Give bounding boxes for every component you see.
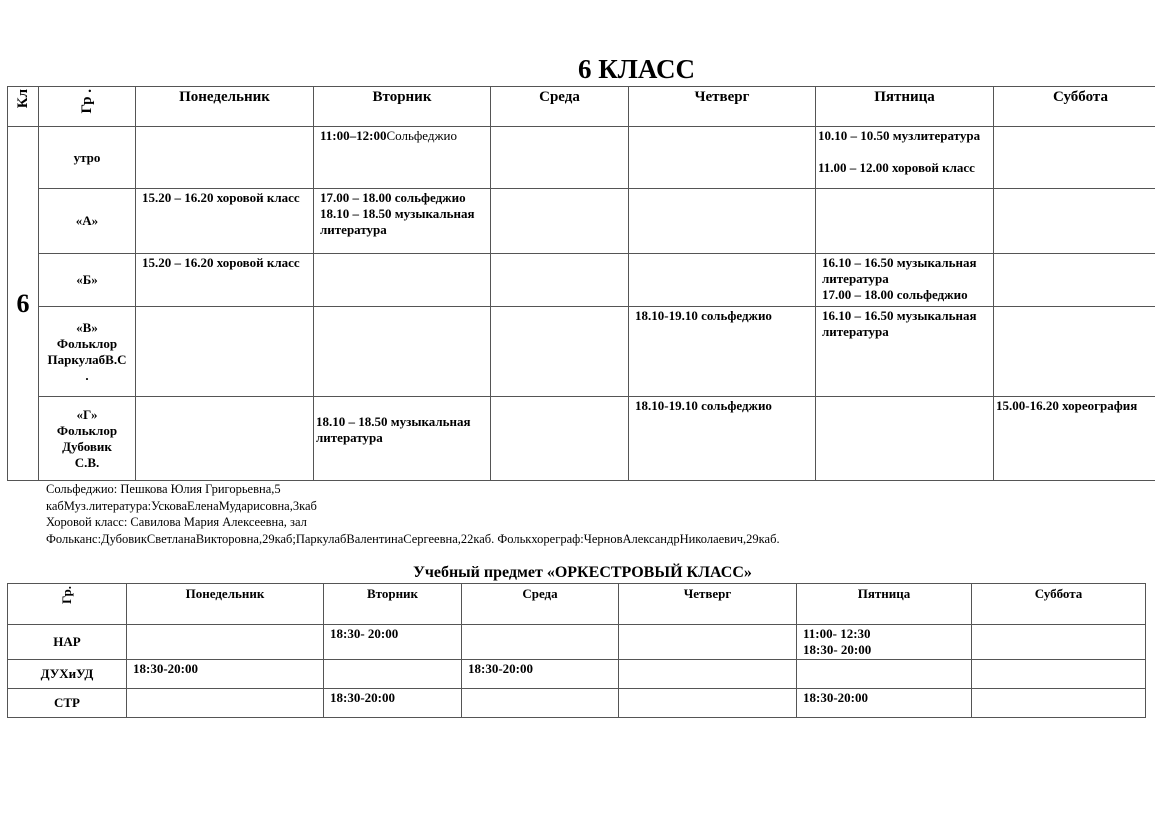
group-label: «Г» <box>76 406 98 422</box>
group-label: «А» <box>75 213 99 228</box>
group-label: . <box>85 367 89 383</box>
table-row <box>8 660 1146 689</box>
day-header-4: Четверг <box>619 584 797 625</box>
group-header: Гр. <box>8 584 127 625</box>
cell-line: 16.10 – 16.50 музыкальная литература <box>822 255 977 286</box>
schedule-cell <box>127 660 324 689</box>
group-label: «Б» <box>76 272 98 287</box>
group-label: «В» <box>76 319 98 335</box>
cell-line <box>316 398 484 414</box>
schedule-cell <box>136 397 314 481</box>
schedule-cell <box>491 307 629 397</box>
schedule-cell <box>619 689 797 718</box>
schedule-cell <box>816 189 994 254</box>
schedule-cell <box>619 660 797 689</box>
schedule-cell <box>816 127 994 189</box>
table-row <box>8 397 1155 481</box>
cell-line: 18:30-20:00 <box>330 690 395 705</box>
schedule-cell <box>314 254 491 307</box>
group-cell <box>39 189 136 254</box>
schedule-cell <box>972 689 1146 718</box>
group-cell: ДУХиУД <box>8 660 127 689</box>
schedule-cell <box>136 127 314 189</box>
schedule-table-6-class <box>7 86 1155 481</box>
cell-line: 10.10 – 10.50 музлитература <box>818 128 981 143</box>
day-header-3: Среда <box>491 87 629 127</box>
schedule-cell <box>136 307 314 397</box>
day-header-3: Среда <box>462 584 619 625</box>
class-header: Кл <box>8 87 39 127</box>
schedule-cell <box>314 127 491 189</box>
schedule-cell <box>127 625 324 660</box>
cell-line: 16.10 – 16.50 музыкальная литература <box>822 308 977 339</box>
cell-line: 18.10-19.10 сольфеджио <box>635 398 772 413</box>
schedule-cell <box>136 254 314 307</box>
schedule-cell <box>994 189 1155 254</box>
group-label: Фольклор <box>56 422 118 438</box>
page-title: 6 КЛАСС <box>577 54 696 84</box>
group-header: Гр . <box>39 87 136 127</box>
day-header-6: Суббота <box>972 584 1146 625</box>
note-line: Фольканс:ДубовикСветланаВикторовна,29каб;ПаркулабВалентинаСергеевна,22каб. Фолькхореграф:ЧерновАлександрНиколаевич,29каб. <box>46 531 780 546</box>
cell-line: 18:30-20:00 <box>133 661 198 676</box>
schedule-cell <box>462 660 619 689</box>
group-cell <box>39 254 136 307</box>
cell-line: 18.10-19.10 сольфеджио <box>635 308 772 323</box>
schedule-cell <box>324 689 462 718</box>
schedule-cell <box>324 625 462 660</box>
orchestra-schedule-table <box>7 583 1146 718</box>
day-header-5: Пятница <box>797 584 972 625</box>
schedule-cell <box>462 689 619 718</box>
table-row <box>8 689 1146 718</box>
cell-line: 18.10 – 18.50 музыкальная литература <box>320 206 475 237</box>
group-cell <box>39 307 136 397</box>
schedule-cell <box>797 660 972 689</box>
schedule-cell <box>324 660 462 689</box>
schedule-cell <box>972 660 1146 689</box>
schedule-cell <box>816 254 994 307</box>
cell-line: 18:30-20:00 <box>468 661 533 676</box>
day-header-2: Вторник <box>324 584 462 625</box>
cell-line <box>818 144 987 160</box>
cell-line: 18:30-20:00 <box>803 690 868 705</box>
time-text: 11:00–12:00 <box>320 128 387 143</box>
schedule-cell <box>136 189 314 254</box>
schedule-cell <box>994 127 1155 189</box>
schedule-cell <box>797 625 972 660</box>
day-header-1: Понедельник <box>136 87 314 127</box>
group-cell: СТР <box>8 689 127 718</box>
schedule-cell <box>629 307 816 397</box>
cell-line: 15.20 – 16.20 хоровой класс <box>142 190 300 205</box>
schedule-cell <box>491 254 629 307</box>
cell-line: 15.20 – 16.20 хоровой класс <box>142 255 300 270</box>
cell-line: 11:00- 12:30 <box>803 626 871 641</box>
day-header-4: Четверг <box>629 87 816 127</box>
group-label: ПаркулабВ.С <box>47 351 127 367</box>
schedule-cell <box>462 625 619 660</box>
cell-line: 15.00-16.20 хореография <box>996 398 1138 413</box>
day-header-1: Понедельник <box>127 584 324 625</box>
schedule-cell <box>629 189 816 254</box>
table-row <box>8 127 1155 189</box>
day-header-6: Суббота <box>994 87 1155 127</box>
schedule-cell <box>994 397 1155 481</box>
group-cell <box>39 127 136 189</box>
note-line: Сольфеджио: Пешкова Юлия Григорьевна,5 <box>46 482 281 496</box>
schedule-cell <box>314 307 491 397</box>
table-row <box>8 625 1146 660</box>
group-cell: НАР <box>8 625 127 660</box>
schedule-cell <box>314 189 491 254</box>
orchestra-subtitle: Учебный предмет «ОРКЕСТРОВЫЙ КЛАСС» <box>413 564 752 581</box>
subject-text: Сольфеджио <box>386 128 457 143</box>
schedule-cell <box>619 625 797 660</box>
schedule-cell <box>127 689 324 718</box>
schedule-cell <box>816 307 994 397</box>
schedule-cell <box>491 397 629 481</box>
group-cell <box>39 397 136 481</box>
note-line: Хоровой класс: Савилова Мария Алексеевна, зал <box>46 515 307 529</box>
table-row <box>8 254 1155 307</box>
cell-line: 18:30- 20:00 <box>803 642 872 657</box>
schedule-cell <box>994 307 1155 397</box>
teacher-notes <box>46 481 780 547</box>
schedule-cell <box>629 254 816 307</box>
cell-line: 18:30- 20:00 <box>330 626 399 641</box>
cell-line <box>320 128 484 144</box>
cell-line: 17.00 – 18.00 сольфеджио <box>822 287 968 302</box>
note-line: кабМуз.литература:УсковаЕленаМударисовна,3каб <box>46 498 317 513</box>
schedule-cell <box>972 625 1146 660</box>
cell-line: 18.10 – 18.50 музыкальная литература <box>316 414 471 445</box>
class-number-cell: 6 <box>8 127 39 481</box>
group-label: С.В. <box>74 454 100 470</box>
cell-line: 11.00 – 12.00 хоровой класс <box>818 160 975 175</box>
group-label: утро <box>73 149 101 165</box>
group-label: Фольклор <box>56 335 118 351</box>
schedule-cell <box>797 689 972 718</box>
cell-line: 17.00 – 18.00 сольфеджио <box>320 190 466 205</box>
day-header-5: Пятница <box>816 87 994 127</box>
schedule-cell <box>629 127 816 189</box>
schedule-cell <box>816 397 994 481</box>
schedule-cell <box>994 254 1155 307</box>
schedule-cell <box>491 127 629 189</box>
schedule-cell <box>629 397 816 481</box>
schedule-cell <box>314 397 491 481</box>
table-row <box>8 189 1155 254</box>
schedule-cell <box>491 189 629 254</box>
table-row <box>8 307 1155 397</box>
group-label: Дубовик <box>62 438 112 454</box>
day-header-2: Вторник <box>314 87 491 127</box>
